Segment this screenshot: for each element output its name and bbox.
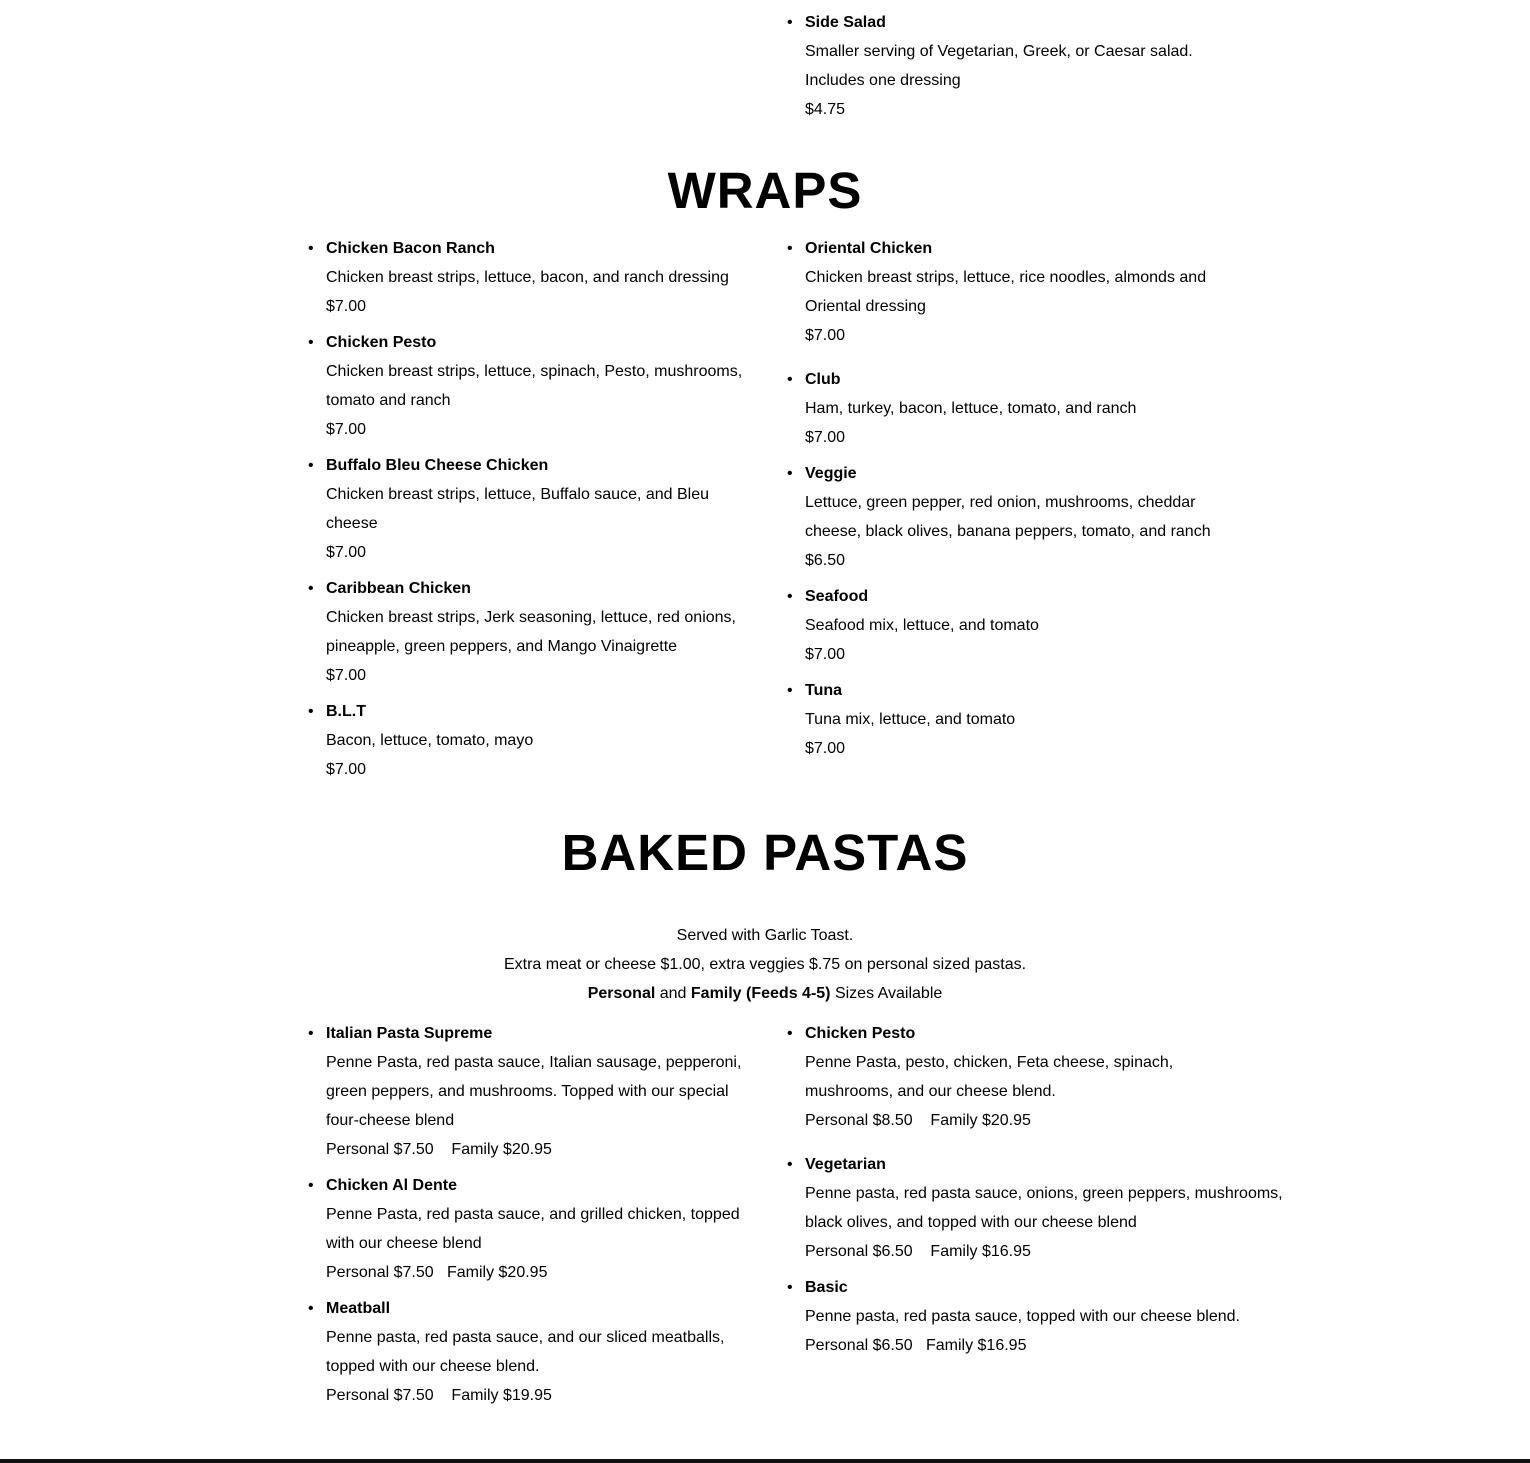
item-description: Chicken breast strips, lettuce, rice noodles, almonds and Oriental dressing (805, 269, 1207, 315)
item-price: $7.00 (805, 327, 846, 344)
item-description: Bacon, lettuce, tomato, mayo (326, 732, 534, 749)
wraps-left-list (303, 235, 763, 784)
menu-item-chicken-pesto-pasta (782, 1020, 1242, 1135)
menu-item-chicken-al-dente (303, 1172, 763, 1287)
item-name: • Caribbean Chicken (326, 580, 471, 597)
note-sizes-available (0, 979, 1530, 1008)
item-price: Personal $6.50 Family $16.95 (805, 1243, 1031, 1260)
item-description: Penne Pasta, red pasta sauce, Italian sausage, pepperoni, green peppers, and mushrooms. Topped with our special four-cheese blend (326, 1054, 742, 1129)
item-name: • Chicken Bacon Ranch (326, 240, 495, 257)
wraps-left-column (303, 235, 763, 784)
menu-item-chicken-pesto-wrap (303, 329, 763, 444)
menu-item-club (782, 366, 1242, 452)
item-description: Penne pasta, red pasta sauce, topped with our cheese blend. (805, 1308, 1240, 1325)
item-description: Penne Pasta, pesto, chicken, Feta cheese, spinach, mushrooms, and our cheese blend. (805, 1054, 1174, 1100)
menu-item-veggie (782, 460, 1242, 575)
item-description: Tuna mix, lettuce, and tomato (805, 711, 1016, 728)
pasta-notes (0, 921, 1530, 1008)
item-price: Personal $6.50 Family $16.95 (805, 1337, 1027, 1354)
item-description: Lettuce, green pepper, red onion, mushrooms, cheddar cheese, black olives, banana peppers, tomato, and ranch (805, 494, 1211, 540)
menu-item-meatball (303, 1295, 763, 1410)
item-description: Penne Pasta, red pasta sauce, and grilled chicken, topped with our cheese blend (326, 1206, 740, 1252)
item-name: • Vegetarian (805, 1156, 886, 1173)
item-name: • Tuna (805, 682, 843, 699)
item-name: • Meatball (326, 1300, 391, 1317)
item-name: • B.L.T (326, 703, 366, 720)
item-name: • Veggie (805, 465, 857, 482)
item-description: Chicken breast strips, lettuce, bacon, and ranch dressing (326, 269, 729, 286)
menu-item-tuna (782, 677, 1242, 763)
menu-item-chicken-bacon-ranch (303, 235, 763, 321)
size-family-label: Family (Feeds 4-5) (690, 985, 831, 1002)
pastas-left-column (303, 1020, 763, 1410)
menu-item-basic (782, 1274, 1242, 1360)
item-price: $7.00 (326, 544, 367, 561)
item-price: Personal $7.50 Family $20.95 (326, 1141, 552, 1158)
item-name: • Chicken Al Dente (326, 1177, 457, 1194)
item-description: Seafood mix, lettuce, and tomato (805, 617, 1039, 634)
item-description: Chicken breast strips, lettuce, spinach, Pesto, mushrooms, tomato and ranch (326, 363, 743, 409)
size-personal-label: Personal (587, 985, 656, 1002)
wraps-right-list (782, 235, 1242, 763)
menu-item-side-salad (782, 9, 1242, 124)
item-name: • Side Salad (805, 14, 886, 31)
section-title-baked-pastas: BAKED PASTAS (561, 824, 969, 881)
item-price: $7.00 (805, 429, 846, 446)
item-price: $4.75 (805, 101, 846, 118)
pastas-right-column (782, 1020, 1283, 1360)
item-name: • Oriental Chicken (805, 240, 933, 257)
item-description: Ham, turkey, bacon, lettuce, tomato, and ranch (805, 400, 1137, 417)
item-name: • Buffalo Bleu Cheese Chicken (326, 457, 549, 474)
menu-item-italian-pasta-supreme (303, 1020, 763, 1164)
item-price: Personal $7.50 Family $20.95 (326, 1264, 548, 1281)
item-price: $7.00 (805, 646, 846, 663)
menu-item-seafood (782, 583, 1242, 669)
item-description: Smaller serving of Vegetarian, Greek, or Caesar salad. Includes one dressing (805, 43, 1193, 89)
item-price: $6.50 (805, 552, 846, 569)
item-price: Personal $7.50 Family $19.95 (326, 1387, 552, 1404)
note-garlic-toast: Served with Garlic Toast. (676, 927, 854, 944)
item-description: Chicken breast strips, Jerk seasoning, lettuce, red onions, pineapple, green peppers, and Mango Vinaigrette (326, 609, 736, 655)
item-name: • Chicken Pesto (805, 1025, 916, 1042)
note-extras-pricing: Extra meat or cheese $1.00, extra veggies $.75 on personal sized pastas. (503, 956, 1027, 973)
item-price: $7.00 (326, 421, 367, 438)
size-and-text: and (655, 985, 691, 1002)
pastas-right-list (782, 1020, 1283, 1360)
pastas-left-list (303, 1020, 763, 1410)
item-price: $7.00 (805, 740, 846, 757)
item-name: • Basic (805, 1279, 848, 1296)
item-name: • Club (805, 371, 841, 388)
item-description: Chicken breast strips, lettuce, Buffalo sauce, and Bleu cheese (326, 486, 710, 532)
item-name: • Seafood (805, 588, 869, 605)
menu-item-vegetarian (782, 1151, 1283, 1266)
item-price: $7.00 (326, 298, 367, 315)
item-name: • Italian Pasta Supreme (326, 1025, 493, 1042)
menu-item-blt (303, 698, 763, 784)
footer-divider (0, 1459, 1530, 1463)
side-salad-section (782, 9, 1242, 124)
side-salad-list (782, 9, 1242, 124)
wraps-right-column (782, 235, 1242, 763)
item-price: $7.00 (326, 761, 367, 778)
size-tail-text: Sizes Available (830, 985, 943, 1002)
item-description: Penne pasta, red pasta sauce, onions, green peppers, mushrooms, black olives, and topped with our cheese blend (805, 1185, 1283, 1231)
item-description: Penne pasta, red pasta sauce, and our sliced meatballs, topped with our cheese blend. (326, 1329, 725, 1375)
item-price: $7.00 (326, 667, 367, 684)
section-title-wraps: WRAPS (667, 162, 863, 219)
item-price: Personal $8.50 Family $20.95 (805, 1112, 1031, 1129)
item-name: • Chicken Pesto (326, 334, 437, 351)
menu-item-buffalo-bleu-cheese-chicken (303, 452, 763, 567)
menu-item-caribbean-chicken (303, 575, 763, 690)
menu-item-oriental-chicken (782, 235, 1242, 350)
